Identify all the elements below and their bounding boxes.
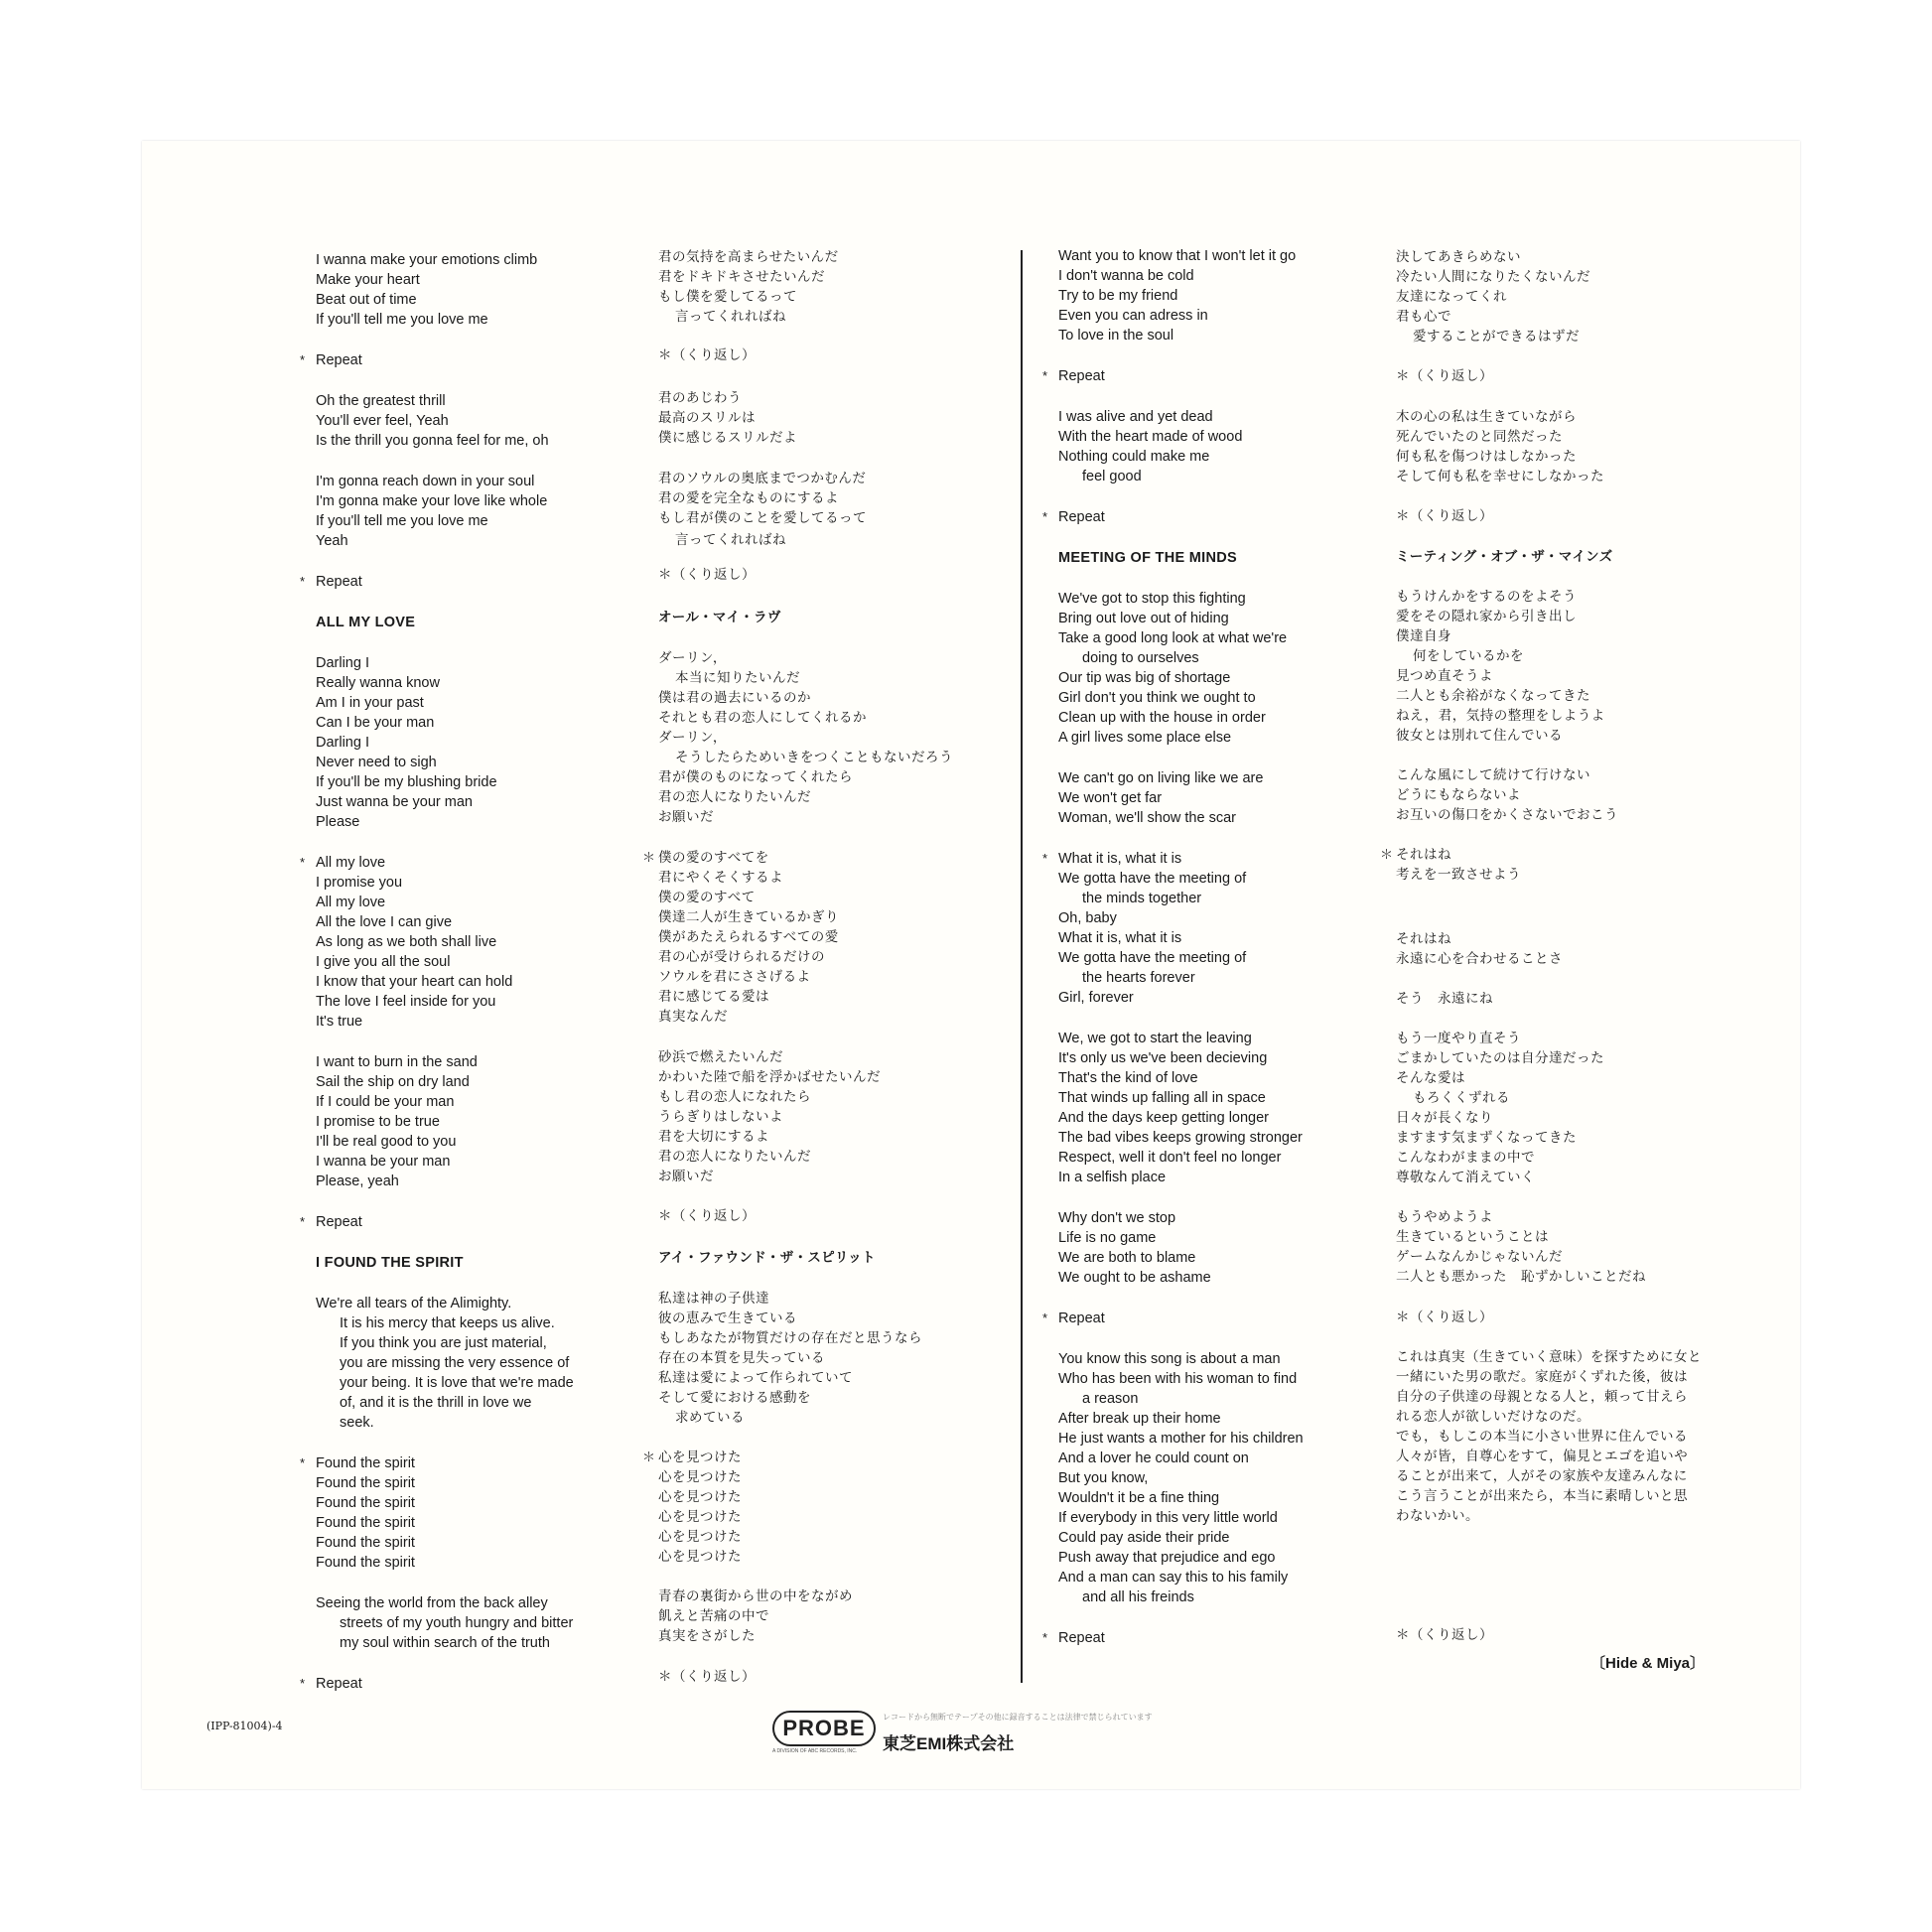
lyric-line: If you'll tell me you love me: [316, 513, 488, 529]
song-title: I FOUND THE SPIRIT: [316, 1255, 464, 1271]
lyric-line: 私達は神の子供達: [658, 1291, 769, 1307]
lyric-line: もう一度やり直そう: [1396, 1031, 1521, 1046]
lyric-line: 君のあじわう: [658, 390, 742, 406]
lyric-line: ごまかしていたのは自分達だった: [1396, 1050, 1604, 1066]
repeat-instruction: ＊（くり返し）: [658, 1669, 756, 1685]
repeat-marker-asterisk: ＊: [642, 850, 656, 865]
lyric-line: 心を見つけた: [658, 1469, 742, 1485]
lyric-line: Why don't we stop: [1058, 1210, 1176, 1226]
probe-label-logo: PROBE: [772, 1711, 876, 1746]
lyric-line: Found the spirit: [316, 1455, 415, 1471]
lyric-line: In a selfish place: [1058, 1170, 1167, 1185]
lyric-line: 二人とも悪かった 恥ずかしいことだね: [1396, 1269, 1646, 1285]
lyric-line: doing to ourselves: [1082, 650, 1199, 666]
lyric-line: Could pay aside their pride: [1058, 1530, 1230, 1546]
lyric-line: 君の恋人になりたいんだ: [658, 1149, 811, 1165]
lyric-line: Beat out of time: [316, 292, 417, 308]
lyric-line: After break up their home: [1058, 1411, 1221, 1427]
lyric-line: でも，もしこの本当に小さい世界に住んでいる: [1396, 1429, 1688, 1445]
lyric-line: ることが出来て，人がその家族や友達みんなに: [1396, 1468, 1688, 1484]
lyric-line: Darling I: [316, 735, 369, 751]
lyric-line: 君の恋人になりたいんだ: [658, 789, 811, 805]
song-title: ALL MY LOVE: [316, 615, 416, 630]
lyric-line: I'll be real good to you: [316, 1134, 457, 1150]
lyric-line: The bad vibes keeps growing stronger: [1058, 1130, 1303, 1146]
lyric-line: もろくくずれる: [1413, 1090, 1510, 1106]
lyric-line: 心を見つけた: [658, 1449, 742, 1465]
lyric-line: Life is no game: [1058, 1230, 1157, 1246]
lyric-line: the hearts forever: [1082, 970, 1195, 986]
lyric-line: Respect, well it don't feel no longer: [1058, 1150, 1282, 1166]
lyric-line: seek.: [340, 1415, 374, 1431]
lyric-line: 冷たい人間になりたくないんだ: [1396, 269, 1590, 285]
lyric-line: And a man can say this to his family: [1058, 1570, 1289, 1586]
lyric-line: He just wants a mother for his children: [1058, 1431, 1304, 1447]
repeat-instruction: ＊（くり返し）: [658, 347, 756, 363]
lyric-line: お互いの傷口をかくさないでおこう: [1396, 807, 1618, 823]
repeat-instruction: ＊（くり返し）: [658, 567, 756, 583]
repeat-instruction: Repeat: [1058, 509, 1105, 525]
lyric-line: the minds together: [1082, 891, 1202, 906]
lyric-line: ソウルを君にささげるよ: [658, 969, 811, 985]
lyric-line: 彼の恵みで生きている: [658, 1311, 797, 1326]
lyric-line: and all his freinds: [1082, 1589, 1194, 1605]
lyric-line: 君にやくそくするよ: [658, 870, 783, 886]
probe-label-logo-sub: A DIVISION OF ABC RECORDS, INC.: [772, 1748, 858, 1754]
lyric-line: All my love: [316, 895, 386, 910]
lyric-line: Clean up with the house in order: [1058, 710, 1266, 726]
lyric-line: 君を大切にするよ: [658, 1129, 769, 1145]
lyric-line: 木の心の私は生きていながら: [1396, 409, 1577, 425]
lyric-line: your being. It is love that we're made: [340, 1375, 574, 1391]
repeat-marker-asterisk: *: [1042, 509, 1048, 524]
lyric-line: We gotta have the meeting of: [1058, 871, 1247, 887]
lyric-line: 言ってくれればね: [675, 532, 786, 548]
lyric-line: That's the kind of love: [1058, 1070, 1198, 1086]
lyric-line: I'm gonna reach down in your soul: [316, 474, 535, 489]
lyric-line: わないかい。: [1396, 1508, 1479, 1524]
lyric-line: With the heart made of wood: [1058, 429, 1243, 445]
lyric-line: I was alive and yet dead: [1058, 409, 1213, 425]
lyric-line: If you think you are just material,: [340, 1335, 547, 1351]
lyric-line: Take a good long look at what we're: [1058, 630, 1288, 646]
lyric-line: 君の愛を完全なものにするよ: [658, 490, 839, 506]
lyric-line: you are missing the very essence of: [340, 1355, 570, 1371]
lyric-line: 君に感じてる愛は: [658, 989, 769, 1005]
lyric-line: れる恋人が欲しいだけなのだ。: [1396, 1409, 1590, 1425]
lyric-line: 何をしているかを: [1413, 648, 1524, 664]
lyric-line: Found the spirit: [316, 1495, 415, 1511]
lyric-line: We are both to blame: [1058, 1250, 1196, 1266]
lyric-line: Seeing the world from the back alley: [316, 1595, 548, 1611]
lyric-line: 君をドキドキさせたいんだ: [658, 269, 825, 285]
lyric-line: All my love: [316, 855, 386, 871]
lyric-line: Found the spirit: [316, 1555, 415, 1571]
lyric-line: 君の心が受けられるだけの: [658, 949, 825, 965]
lyric-line: ダーリン，: [658, 650, 727, 666]
lyric-line: Push away that prejudice and ego: [1058, 1550, 1276, 1566]
lyric-line: 青春の裏街から世の中をながめ: [658, 1588, 853, 1604]
repeat-marker-asterisk: ＊: [1380, 847, 1394, 862]
lyric-line: 生きているということは: [1396, 1229, 1549, 1245]
lyric-line: To love in the soul: [1058, 328, 1174, 344]
lyric-line: Girl don't you think we ought to: [1058, 690, 1256, 706]
lyric-line: of, and it is the thrill in love we: [340, 1395, 532, 1411]
lyric-line: We've got to stop this fighting: [1058, 591, 1246, 607]
lyric-line: 彼女とは別れて住んでいる: [1396, 728, 1563, 744]
lyric-line: こう言うことが出来たら，本当に素晴しいと思: [1396, 1488, 1688, 1504]
lyric-line: 愛をその隠れ家から引き出し: [1396, 609, 1577, 624]
repeat-marker-asterisk: *: [300, 352, 306, 367]
repeat-marker-asterisk: *: [300, 1676, 306, 1691]
lyric-line: Am I in your past: [316, 695, 424, 711]
song-title: ミーティング・オブ・ザ・マインズ: [1396, 549, 1613, 565]
lyric-line: I give you all the soul: [316, 954, 451, 970]
lyric-line: 何も私を傷つけはしなかった: [1396, 449, 1577, 465]
lyric-line: Really wanna know: [316, 675, 440, 691]
lyric-line: もし君が僕のことを愛してるって: [658, 510, 867, 526]
lyric-line: Yeah: [316, 533, 348, 549]
lyric-line: We gotta have the meeting of: [1058, 950, 1247, 966]
lyric-line: 決してあきらめない: [1396, 249, 1521, 265]
lyric-line: Can I be your man: [316, 715, 435, 731]
lyric-line: ダーリン，: [658, 730, 727, 746]
repeat-instruction: Repeat: [316, 352, 362, 368]
lyric-line: Nothing could make me: [1058, 449, 1210, 465]
lyric-line: そして何も私を幸せにしなかった: [1396, 469, 1604, 484]
lyric-line: ますます気まずくなってきた: [1396, 1130, 1577, 1146]
lyric-line: feel good: [1082, 469, 1142, 484]
lyric-line: I promise you: [316, 875, 403, 891]
lyric-line: All the love I can give: [316, 914, 453, 930]
lyric-line: 永遠に心を合わせることさ: [1396, 951, 1563, 967]
lyric-line: I know that your heart can hold: [316, 974, 513, 990]
lyric-line: 自分の子供達の母親となる人と，頼って甘えら: [1396, 1389, 1688, 1405]
lyric-line: 求めている: [675, 1410, 745, 1426]
repeat-marker-asterisk: *: [300, 855, 306, 870]
lyric-line: 真実なんだ: [658, 1009, 728, 1025]
lyric-line: Even you can adress in: [1058, 308, 1208, 324]
lyric-line: That winds up falling all in space: [1058, 1090, 1266, 1106]
company-name: 東芝EMI株式会社: [883, 1734, 1015, 1753]
lyric-line: Please, yeah: [316, 1173, 399, 1189]
lyric-line: streets of my youth hungry and bitter: [340, 1615, 574, 1631]
lyric-line: Woman, we'll show the scar: [1058, 810, 1236, 826]
lyric-line: 見つめ直そうよ: [1396, 668, 1493, 684]
lyric-line: こんな風にして続けて行けない: [1396, 767, 1590, 783]
lyric-line: Bring out love out of hiding: [1058, 611, 1229, 626]
lyric-line: 君が僕のものになってくれたら: [658, 769, 853, 785]
lyric-line: Who has been with his woman to find: [1058, 1371, 1298, 1387]
lyric-line: 考えを一致させよう: [1396, 867, 1521, 883]
repeat-instruction: ＊（くり返し）: [1396, 368, 1493, 384]
lyric-line: お願いだ: [658, 809, 714, 825]
lyric-line: I want to burn in the sand: [316, 1054, 478, 1070]
lyric-line: Girl, forever: [1058, 990, 1134, 1006]
lyric-line: If I could be your man: [316, 1094, 455, 1110]
lyric-line: 君の気持を高まらせたいんだ: [658, 249, 839, 265]
lyric-line: 二人とも余裕がなくなってきた: [1396, 688, 1590, 704]
lyric-line: もし君の恋人になれたら: [658, 1089, 811, 1105]
lyric-line: お願いだ: [658, 1169, 714, 1184]
song-title: MEETING OF THE MINDS: [1058, 550, 1237, 566]
lyric-line: I don't wanna be cold: [1058, 268, 1194, 284]
lyric-line: 心を見つけた: [658, 1509, 742, 1525]
lyric-line: 僕があたえられるすべての愛: [658, 929, 839, 945]
lyric-line: And the days keep getting longer: [1058, 1110, 1270, 1126]
lyric-line: 尊敬なんて消えていく: [1396, 1170, 1535, 1185]
lyric-line: As long as we both shall live: [316, 934, 497, 950]
lyric-line: What it is, what it is: [1058, 851, 1182, 867]
lyric-line: ゲームなんかじゃないんだ: [1396, 1249, 1563, 1265]
repeat-marker-asterisk: *: [1042, 1311, 1048, 1325]
lyric-line: 君も心で: [1396, 309, 1451, 325]
lyric-line: 日々が長くなり: [1396, 1110, 1493, 1126]
lyric-line: We, we got to start the leaving: [1058, 1031, 1252, 1046]
repeat-instruction: ＊（くり返し）: [1396, 508, 1493, 524]
lyric-line: もうやめようよ: [1396, 1209, 1493, 1225]
lyric-line: 僕の愛のすべてを: [658, 850, 769, 866]
repeat-marker-asterisk: *: [300, 1214, 306, 1229]
lyric-line: 友達になってくれ: [1396, 289, 1507, 305]
lyric-line: a reason: [1082, 1391, 1139, 1407]
lyric-line: ねえ，君，気持の整理をしようよ: [1396, 708, 1605, 724]
lyric-line: 僕の愛のすべて: [658, 890, 756, 905]
lyric-line: Wouldn't it be a fine thing: [1058, 1490, 1220, 1506]
lyric-line: そうしたらためいきをつくこともないだろう: [675, 750, 953, 765]
repeat-instruction: ＊（くり返し）: [1396, 1310, 1493, 1325]
repeat-marker-asterisk: *: [1042, 851, 1048, 866]
lyric-line: Darling I: [316, 655, 369, 671]
repeat-instruction: ＊（くり返し）: [658, 1208, 756, 1224]
lyric-line: それはね: [1396, 847, 1451, 863]
lyric-line: どうにもならないよ: [1396, 787, 1521, 803]
lyric-line: 砂浜で燃えたいんだ: [658, 1049, 783, 1065]
lyric-line: そう 永遠にね: [1396, 991, 1493, 1007]
lyric-line: Oh the greatest thrill: [316, 393, 446, 409]
lyric-line: Sail the ship on dry land: [316, 1074, 470, 1090]
lyric-line: And a lover he could count on: [1058, 1450, 1249, 1466]
lyric-line: そして愛における感動を: [658, 1390, 811, 1406]
repeat-instruction: Repeat: [1058, 368, 1105, 384]
lyric-line: 僕は君の過去にいるのか: [658, 690, 811, 706]
song-title: オール・マイ・ラヴ: [658, 610, 781, 625]
lyric-line: You know this song is about a man: [1058, 1351, 1281, 1367]
lyric-line: 言ってくれればね: [675, 309, 786, 325]
lyric-line: Found the spirit: [316, 1535, 415, 1551]
lyric-line: If you'll be my blushing bride: [316, 774, 497, 790]
repeat-marker-asterisk: *: [300, 574, 306, 589]
column-divider: [1021, 250, 1023, 1683]
lyric-line: The love I feel inside for you: [316, 994, 496, 1010]
lyric-line: my soul within search of the truth: [340, 1635, 550, 1651]
lyric-line: We won't get far: [1058, 790, 1163, 806]
lyric-line: If everybody in this very little world: [1058, 1510, 1278, 1526]
lyric-line: It is his mercy that keeps us alive.: [340, 1315, 555, 1331]
lyric-line: Make your heart: [316, 272, 420, 288]
repeat-marker-asterisk: *: [300, 1455, 306, 1470]
lyric-line: We're all tears of the Alimighty.: [316, 1296, 512, 1311]
lyric-line: We can't go on living like we are: [1058, 770, 1264, 786]
catalog-number: (IPP-81004)-4: [207, 1720, 283, 1732]
lyric-line: 心を見つけた: [658, 1529, 742, 1545]
lyric-line: もうけんかをするのをよそう: [1396, 589, 1577, 605]
lyric-line: Want you to know that I won't let it go: [1058, 248, 1297, 264]
lyric-line: Is the thrill you gonna feel for me, oh: [316, 433, 549, 449]
repeat-marker-asterisk: *: [1042, 368, 1048, 383]
repeat-instruction: Repeat: [316, 1676, 362, 1692]
lyric-line: 僕に感じるスリルだよ: [658, 430, 797, 446]
lyric-line: What it is, what it is: [1058, 930, 1182, 946]
lyric-line: 私達は愛によって作られていて: [658, 1370, 853, 1386]
lyric-line: Our tip was big of shortage: [1058, 670, 1231, 686]
copyright-notice: レコードから無断でテープその他に録音することは法律で禁じられています: [883, 1713, 1153, 1722]
lyric-line: これは真実（生きていく意味）を探すために女と: [1396, 1349, 1702, 1365]
lyric-line: Just wanna be your man: [316, 794, 473, 810]
repeat-instruction: ＊（くり返し）: [1396, 1627, 1493, 1643]
lyric-line: そんな愛は: [1396, 1070, 1465, 1086]
repeat-marker-asterisk: ＊: [642, 1449, 656, 1464]
lyric-line: 心を見つけた: [658, 1489, 742, 1505]
repeat-instruction: Repeat: [316, 574, 362, 590]
lyric-line: それとも君の恋人にしてくれるか: [658, 710, 867, 726]
lyric-line: 死んでいたのと同然だった: [1396, 429, 1563, 445]
lyric-line: Please: [316, 814, 360, 830]
lyric-line: 最高のスリルは: [658, 410, 756, 426]
lyric-line: 本当に知りたいんだ: [675, 670, 800, 686]
lyric-line: こんなわがままの中で: [1396, 1150, 1535, 1166]
lyric-line: Never need to sigh: [316, 755, 437, 770]
lyric-line: 心を見つけた: [658, 1549, 742, 1565]
lyric-line: Oh, baby: [1058, 910, 1117, 926]
lyric-line: うらぎりはしないよ: [658, 1109, 783, 1125]
lyric-line: 僕達二人が生きているかぎり: [658, 909, 839, 925]
lyric-line: 人々が皆，自尊心をすて，偏見とエゴを追いや: [1396, 1449, 1689, 1464]
lyric-line: もしあなたが物質だけの存在だと思うなら: [658, 1330, 922, 1346]
lyric-line: If you'll tell me you love me: [316, 312, 488, 328]
lyric-line: We ought to be ashame: [1058, 1270, 1211, 1286]
repeat-instruction: Repeat: [1058, 1630, 1105, 1646]
lyric-line: Try to be my friend: [1058, 288, 1178, 304]
song-title: アイ・ファウンド・ザ・スピリット: [658, 1250, 876, 1266]
lyric-line: Found the spirit: [316, 1515, 415, 1531]
lyric-line: 君のソウルの奥底までつかむんだ: [658, 471, 867, 486]
lyric-line: I wanna be your man: [316, 1154, 451, 1170]
lyric-line: It's true: [316, 1014, 363, 1030]
lyric-line: Found the spirit: [316, 1475, 415, 1491]
lyric-line: It's only us we've been decieving: [1058, 1050, 1268, 1066]
lyric-line: かわいた陸で船を浮かばせたいんだ: [658, 1069, 881, 1085]
translator-credit: 〔Hide & Miya〕: [1590, 1655, 1706, 1672]
lyric-line: You'll ever feel, Yeah: [316, 413, 449, 429]
lyric-line: I promise to be true: [316, 1114, 440, 1130]
lyric-line: 僕達自身: [1396, 628, 1451, 644]
lyric-line: 愛することができるはずだ: [1413, 329, 1580, 345]
lyric-line: 一緒にいた男の歌だ。家庭がくずれた後，彼は: [1396, 1369, 1688, 1385]
lyric-line: I wanna make your emotions climb: [316, 252, 538, 268]
lyric-line: But you know,: [1058, 1470, 1149, 1486]
repeat-instruction: Repeat: [316, 1214, 362, 1230]
lyric-line: A girl lives some place else: [1058, 730, 1232, 746]
lyric-line: それはね: [1396, 931, 1451, 947]
lyric-line: 飢えと苦痛の中で: [658, 1608, 769, 1624]
lyric-line: 存在の本質を見失っている: [658, 1350, 825, 1366]
lyric-line: I'm gonna make your love like whole: [316, 493, 548, 509]
lyric-line: もし僕を愛してるって: [658, 289, 797, 305]
repeat-marker-asterisk: *: [1042, 1630, 1048, 1645]
lyric-line: 真実をさがした: [658, 1628, 756, 1644]
repeat-instruction: Repeat: [1058, 1311, 1105, 1326]
